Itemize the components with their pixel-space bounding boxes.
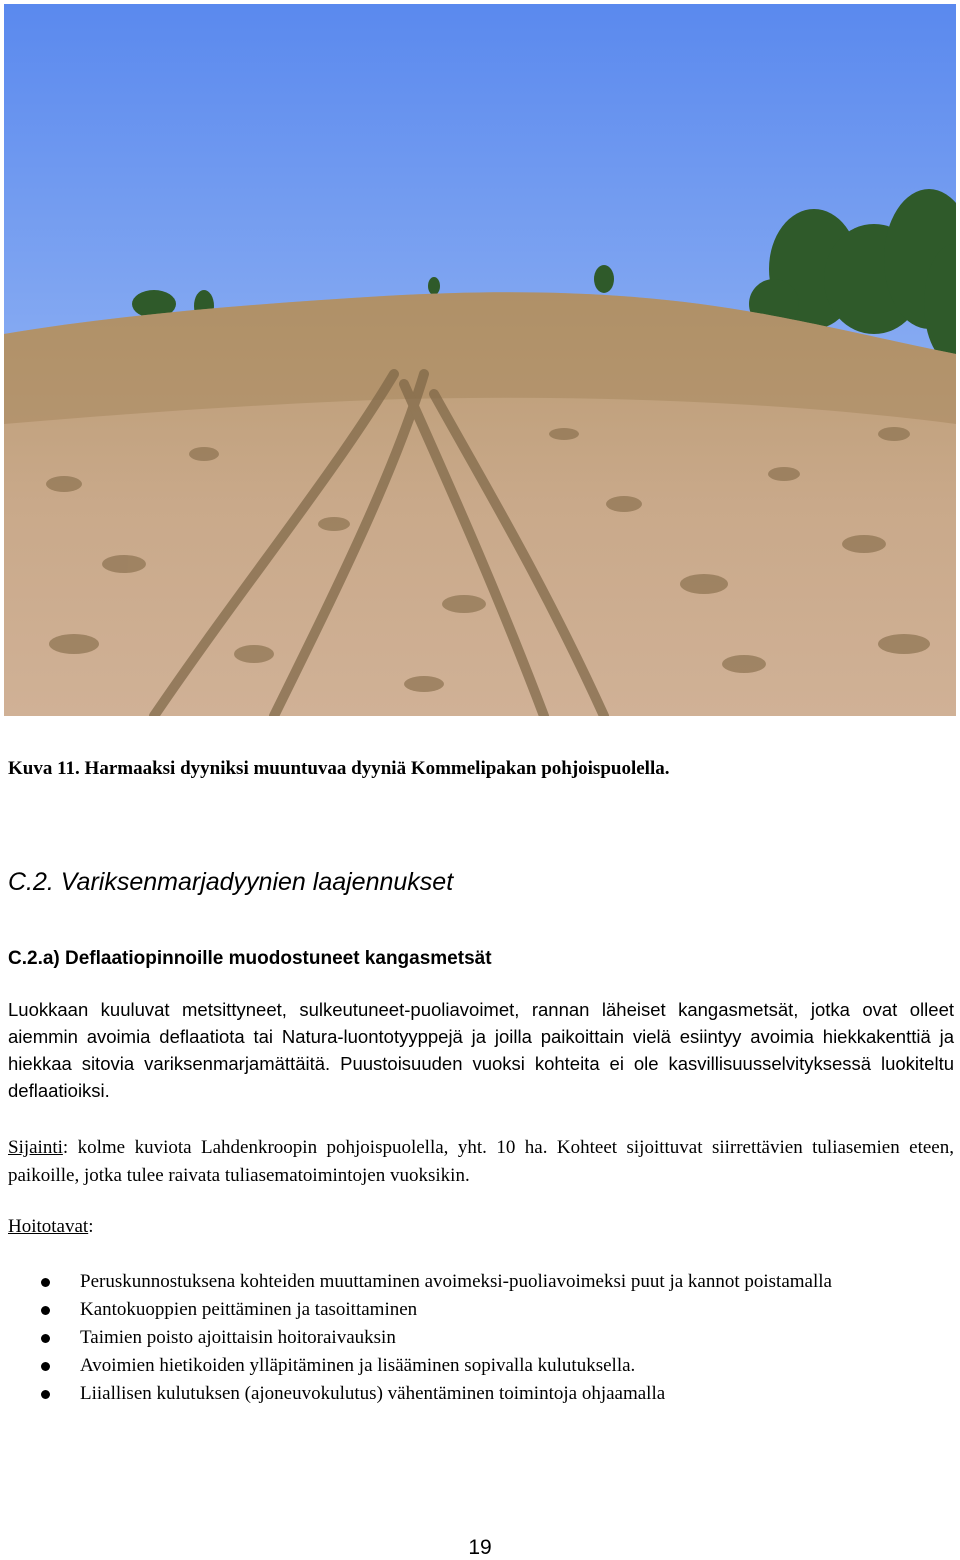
bullet-icon xyxy=(41,1334,50,1343)
dune-landscape-image xyxy=(4,4,956,716)
figure-caption: Kuva 11. Harmaaksi dyyniksi muuntuvaa dyyniä Kommelipakan pohjoispuolella. xyxy=(8,758,670,779)
location-label: Sijainti xyxy=(8,1137,63,1158)
list-item xyxy=(0,1296,950,1324)
list-item-text: Liiallisen kulutuksen (ajoneuvokulutus) vähentäminen toimintoja ohjaamalla xyxy=(80,1383,666,1404)
bullet-icon xyxy=(41,1362,50,1371)
list-item xyxy=(0,1352,950,1380)
list-item xyxy=(0,1324,950,1352)
page-number: 19 xyxy=(468,1536,492,1559)
bullet-icon xyxy=(41,1306,50,1315)
list-item-text: Kantokuoppien peittäminen ja tasoittaminen xyxy=(80,1299,418,1320)
location-paragraph xyxy=(8,1134,954,1190)
list-item-text: Peruskunnostuksena kohteiden muuttaminen avoimeksi-puoliavoimeksi puut ja kannot poistamalla xyxy=(80,1271,832,1292)
section-heading: C.2. Variksenmarjadyynien laajennukset xyxy=(8,868,454,896)
list-item-text: Avoimien hietikoiden ylläpitäminen ja lisääminen sopivalla kulutuksella. xyxy=(80,1355,636,1376)
care-label: Hoitotavat xyxy=(8,1216,89,1237)
care-label-suffix: : xyxy=(88,1216,94,1237)
list-item xyxy=(0,1380,950,1408)
subsection-heading: C.2.a) Deflaatiopinnoille muodostuneet kangasmetsät xyxy=(8,948,492,969)
care-list xyxy=(0,1268,950,1408)
list-item-text: Taimien poisto ajoittaisin hoitoraivauksin xyxy=(80,1327,396,1348)
care-heading xyxy=(8,1213,954,1241)
bullet-icon xyxy=(41,1390,50,1399)
bullet-icon xyxy=(41,1278,50,1287)
list-item xyxy=(0,1268,950,1296)
location-text: : kolme kuviota Lahdenkroopin pohjoispuolella, yht. 10 ha. Kohteet sijoittuvat siirrettävien tuliasemien eteen, paikoille, jotka tulee raivata tuliasematoimintojen vuoksikin. xyxy=(8,1137,954,1186)
description-paragraph: Luokkaan kuuluvat metsittyneet, sulkeutuneet-puoliavoimet, rannan läheiset kangasmetsät, jotka ovat olleet aiemmin avoimia deflaatiota tai Natura-luontotyyppejä ja joilla paikoittain vielä esiintyy avoimia hiekkakenttiä ja hiekkaa sitovia variksenmarjamättäitä. Puustoisuuden vuoksi kohteita ei ole kasvillisuusselvityksessä luokiteltu deflaatioiksi. xyxy=(8,999,954,1101)
dune-photo xyxy=(4,4,956,716)
